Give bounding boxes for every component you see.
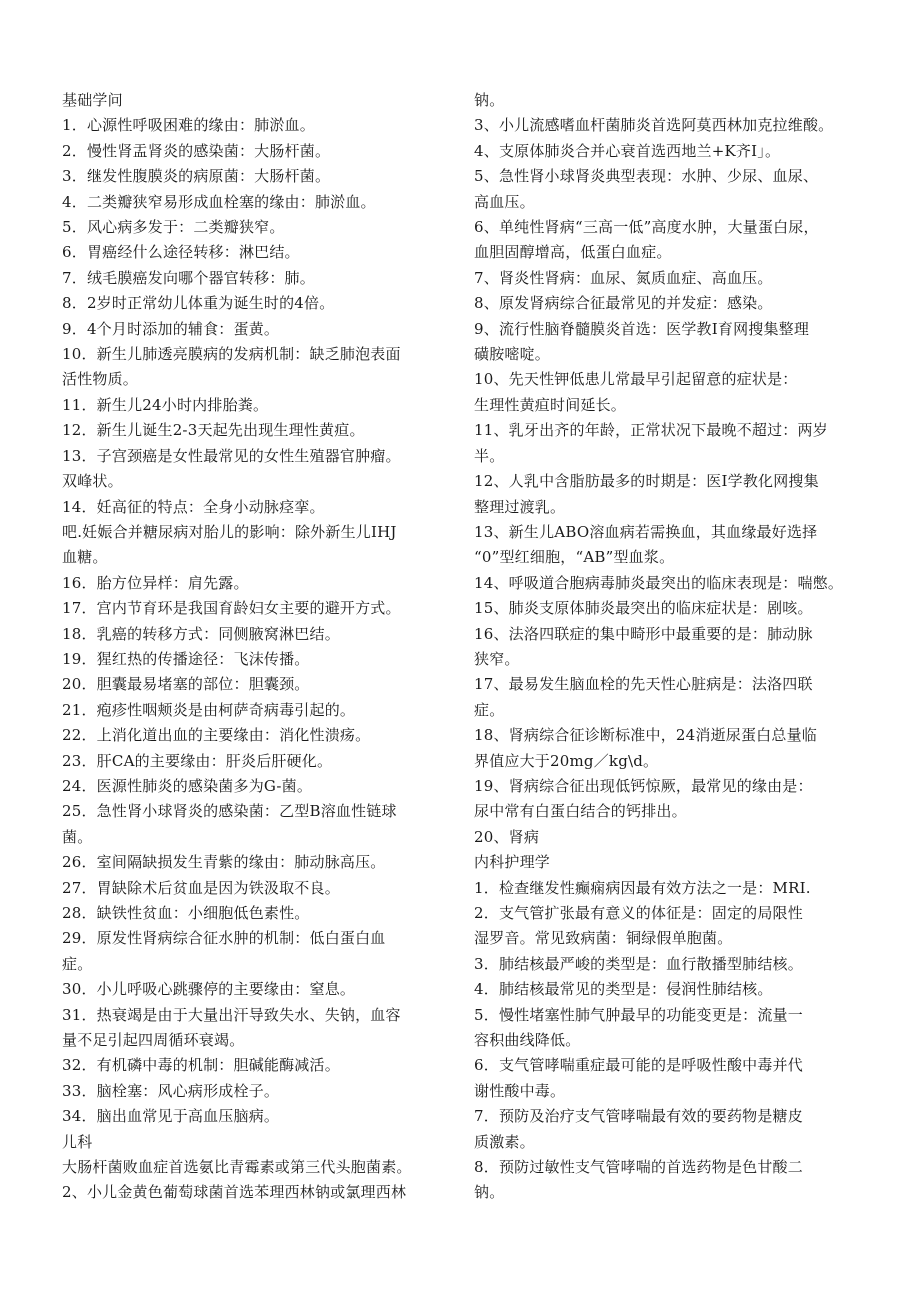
text-line: 3．继发性腹膜炎的病原菌：大肠杆菌。 [62, 167, 331, 186]
text-line: 谢性酸中毒。 [474, 1081, 566, 1100]
text-line: 钠。 [474, 91, 505, 109]
text-line: 8．2岁时正常幼儿体重为诞生时的4倍。 [62, 294, 335, 313]
text-line: 33．脑栓塞：风心病形成栓子。 [62, 1081, 280, 1100]
text-line: 整理过渡乳。 [474, 497, 566, 516]
text-line: 30．小儿呼吸心跳骤停的主要缘由：窒息。 [62, 980, 356, 999]
text-line: 1．心源性呼吸困难的缘由：肺淤血。 [62, 116, 315, 135]
text-line: 12、人乳中含脂肪最多的时期是：医I学教化网搜集 [474, 472, 819, 491]
text-line: 18．乳癌的转移方式：同侧腋窝淋巴结。 [62, 624, 340, 643]
text-line: 11．新生儿24小时内排胎粪。 [62, 395, 269, 414]
text-line: 19．猩红热的传播途径：飞沫传播。 [62, 649, 310, 668]
text-line: 症。 [474, 700, 505, 719]
text-line: 2．支气管扩张最有意义的体征是：固定的局限性 [474, 904, 803, 922]
text-line: 21．疱疹性咽颊炎是由柯萨奇病毒引起的。 [62, 700, 356, 719]
text-line: 7．绒毛膜癌发向哪个器官转移：肺。 [62, 268, 315, 287]
text-line: 27．胃缺除术后贫血是因为铁汲取不良。 [62, 878, 340, 897]
text-line: 6．胃癌经什么途径转移：淋巴结。 [62, 243, 300, 262]
text-line: 9．4个月时添加的辅食：蛋黄。 [62, 319, 280, 338]
text-line: 13、新生儿ABO溶血病若需换血，其血缘最好选择 [474, 522, 818, 541]
text-line: 6．支气管哮喘重症最可能的是呼吸性酸中毒并代 [474, 1056, 803, 1075]
text-line: 1．检查继发性癫痫病因最有效方法之一是：MRI. [474, 878, 811, 897]
text-line: 8．预防过敏性支气管哮喘的首选药物是色甘酸二 [474, 1158, 803, 1177]
text-line: 9、流行性脑脊髓膜炎首选：医学教I育网搜集整理 [474, 319, 810, 338]
left-column [62, 88, 450, 1206]
text-line: 31．热衰竭是由于大量出汗导致失水、失钠，血容 [62, 1005, 401, 1024]
text-line: 5．风心病多发于：二类瓣狭窄。 [62, 218, 285, 237]
text-line: 34．脑出血常见于高血压脑病。 [62, 1107, 280, 1126]
text-line: 钠。 [474, 1183, 505, 1202]
text-line: 26．室间隔缺损发生青紫的缘由：肺动脉高压。 [62, 853, 386, 872]
right-column [474, 88, 856, 1206]
text-line: 3、小儿流感嗜血杆菌肺炎首选阿莫西林加克拉维酸。 [474, 116, 834, 135]
text-line: 大肠杆菌败血症首选氨比青霉素或第三代头胞菌素。 [62, 1158, 412, 1177]
text-line: 生理性黄疸时间延长。 [474, 395, 627, 414]
text-line: 14．妊高征的特点：全身小动脉痉挛。 [62, 497, 325, 516]
text-line: 4．肺结核最常见的类型是：侵润性肺结核。 [474, 980, 773, 999]
text-line: 5．慢性堵塞性肺气肿最早的功能变更是：流量一 [474, 1005, 803, 1024]
text-line: 2、小儿金黄色葡萄球菌首选苯理西林钠或氯理西林 [62, 1183, 407, 1202]
text-line: 7．预防及治疗支气管哮喘最有效的要药物是糖皮 [474, 1107, 803, 1126]
text-line: “0”型红细胞，“AB”型血浆。 [474, 548, 675, 567]
text-line: 32．有机磷中毒的机制：胆碱能酶减活。 [62, 1056, 340, 1075]
text-line: 24．医源性肺炎的感染菌多为G-菌。 [62, 776, 313, 795]
text-line: 高血压。 [474, 192, 535, 211]
text-line: 20、肾病 [474, 827, 540, 846]
text-line: 29．原发性肾病综合征水肿的机制：低白蛋白血 [62, 929, 386, 948]
text-line: 10．新生儿肺透亮膜病的发病机制：缺乏肺泡表面 [62, 345, 401, 364]
text-line: 6、单纯性肾病“三高一低”高度水肿，大量蛋白尿， [474, 218, 819, 237]
text-line: 5、急性肾小球肾炎典型表现：水肿、少尿、血尿、 [474, 167, 819, 186]
text-line: 症。 [62, 954, 93, 973]
text-line: 血胆固醇增高，低蛋白血症。 [474, 243, 672, 262]
text-line: 12．新生儿诞生2-3天起先出现生理性黄疸。 [62, 421, 365, 440]
text-line: 19、肾病综合征出现低钙惊厥，最常见的缘由是： [474, 776, 813, 795]
text-line: 容积曲线降低。 [474, 1031, 581, 1050]
text-line: 25．急性肾小球肾炎的感染菌：乙型B溶血性链球 [62, 802, 397, 821]
text-line: 20．胆囊最易堵塞的部位：胆囊颈。 [62, 675, 310, 694]
text-line: 基础学问 [62, 91, 123, 109]
text-line: 双峰状。 [62, 472, 123, 491]
text-line: 尿中常有白蛋白结合的钙排出。 [474, 802, 687, 821]
text-line: 2．慢性肾盂肾炎的感染菌：大肠杆菌。 [62, 141, 331, 160]
text-line: 菌。 [62, 827, 93, 846]
text-line: 儿科 [62, 1132, 93, 1151]
text-line: 磺胺嘧啶。 [474, 345, 551, 364]
text-line: 狭窄。 [474, 649, 520, 668]
text-line: 8、原发肾病综合征最常见的并发症：感染。 [474, 294, 773, 313]
text-line: 15、肺炎支原体肺炎最突出的临床症状是：剧咳。 [474, 599, 813, 618]
text-line: 14、呼吸道合胞病毒肺炎最突出的临床表现是：喘憋。 [474, 573, 844, 592]
text-line: 17、最易发生脑血栓的先天性心脏病是：法洛四联 [474, 675, 813, 694]
text-line: 22．上消化道出血的主要缘由：消化性溃疡。 [62, 726, 371, 745]
text-line: 湿罗音。常见致病菌：铜绿假单胞菌。 [474, 929, 733, 948]
text-line: 界值应大于20mg／kg\d。 [474, 751, 659, 770]
text-line: 活性物质。 [62, 370, 139, 389]
text-line: 16．胎方位异样：肩先露。 [62, 573, 249, 592]
text-line: 半。 [474, 446, 505, 465]
text-line: 血糖。 [62, 548, 108, 567]
text-line: 质激素。 [474, 1132, 535, 1151]
text-line: 13．子宫颈癌是女性最常见的女性生殖器官肿瘤。 [62, 446, 401, 465]
text-line: 量不足引起四周循环衰竭。 [62, 1031, 245, 1050]
text-line: 10、先天性钾低患儿常最早引起留意的症状是： [474, 370, 798, 389]
text-line: 4、支原体肺炎合并心衰首选西地兰+K齐I」。 [474, 141, 781, 160]
text-line: 7、肾炎性肾病：血尿、氮质血症、高血压。 [474, 268, 773, 287]
text-line: 3．肺结核最严峻的类型是：血行散播型肺结核。 [474, 954, 803, 973]
text-line: 内科护理学 [474, 853, 551, 872]
text-line: 28．缺铁性贫血：小细胞低色素性。 [62, 904, 310, 922]
text-line: 18、肾病综合征诊断标准中，24消逝尿蛋白总量临 [474, 726, 817, 745]
text-line: 4．二类瓣狭窄易形成血栓塞的缘由：肺淤血。 [62, 192, 376, 211]
text-line: 17．宫内节育环是我国育龄妇女主要的避开方式。 [62, 599, 401, 618]
text-line: 吧.妊娠合并糖尿病对胎儿的影响：除外新生儿IHJ [62, 522, 397, 541]
text-line: 16、法洛四联症的集中畸形中最重要的是：肺动脉 [474, 624, 813, 643]
text-line: 23．肝CA的主要缘由：肝炎后肝硬化。 [62, 751, 333, 770]
text-line: 11、乳牙出齐的年龄，正常状况下最晚不超过：两岁 [474, 421, 828, 440]
